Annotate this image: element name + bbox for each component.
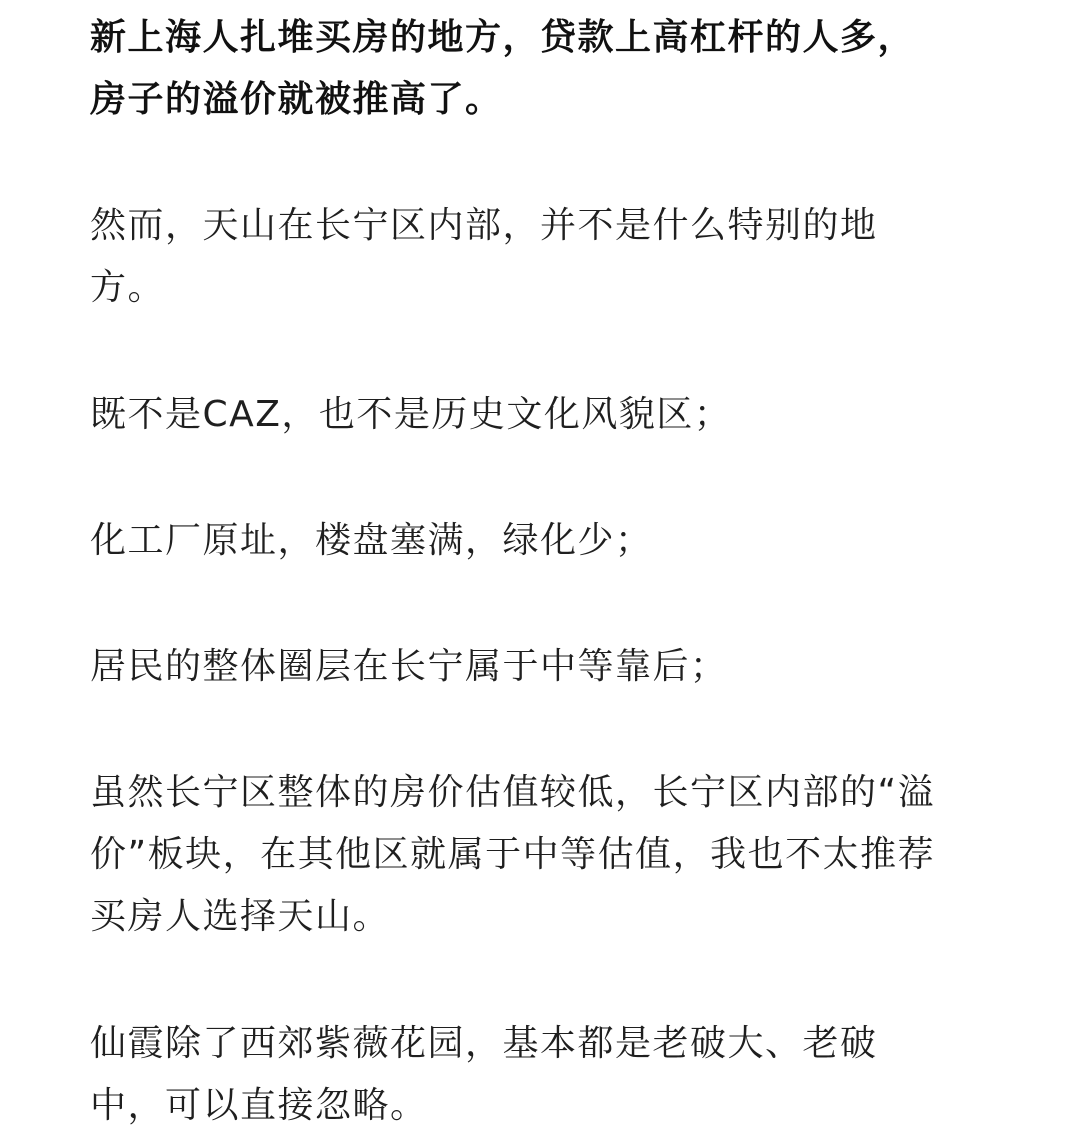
- paragraph-4: [90, 510, 653, 572]
- paragraph-7: [90, 1013, 878, 1137]
- paragraph-2: [90, 195, 878, 319]
- paragraph-line: 中，可以直接忽略。: [90, 1085, 428, 1126]
- paragraph-line: 买房人选择天山。: [90, 896, 391, 937]
- paragraph-line: 方。: [90, 267, 166, 308]
- paragraph-line: 虽然长宁区整体的房价估值较低，长宁区内部的“溢: [90, 772, 936, 813]
- paragraph-line: 新上海人扎堆买房的地方，贷款上高杠杆的人多，: [90, 17, 916, 58]
- paragraph-6: [90, 762, 935, 948]
- paragraph-1: [90, 7, 915, 131]
- paragraph-line: 仙霞除了西郊紫薇花园，基本都是老破大、老破: [90, 1023, 878, 1064]
- paragraph-5: [90, 636, 728, 698]
- paragraph-line: 既不是CAZ，也不是历史文化风貌区；: [90, 394, 732, 435]
- paragraph-line: 价”板块，在其他区就属于中等估值，我也不太推荐: [90, 834, 936, 875]
- paragraph-line: 居民的整体圈层在长宁属于中等靠后；: [90, 646, 728, 687]
- paragraph-line: 化工厂原址，楼盘塞满，绿化少；: [90, 520, 653, 561]
- paragraph-line: 然而，天山在长宁区内部，并不是什么特别的地: [90, 205, 878, 246]
- paragraph-3: [90, 384, 731, 446]
- paragraph-line: 房子的溢价就被推高了。: [90, 79, 503, 120]
